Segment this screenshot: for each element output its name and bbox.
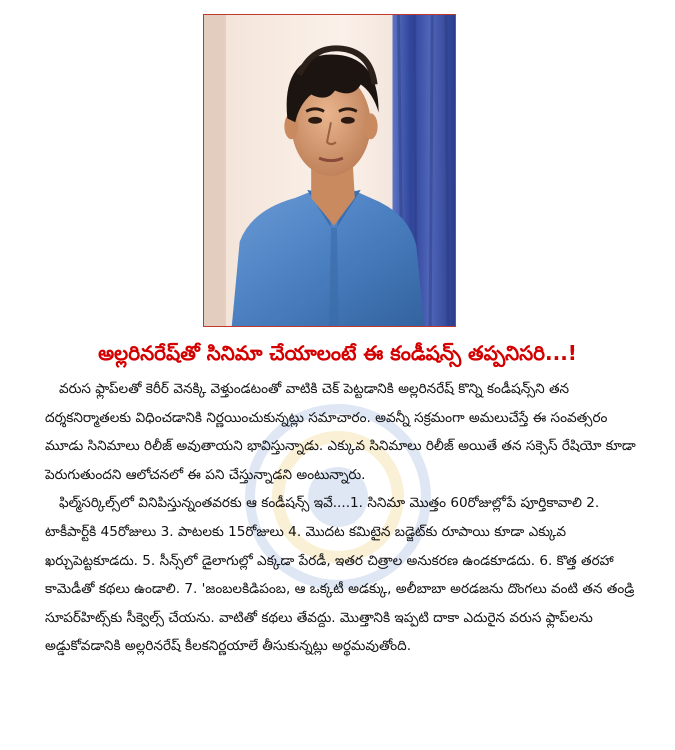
article-headline: అల్లరినరేష్‌తో సినిమా చేయాలంటే ఈ కండీషన్స్ తప్పనిసరి...! <box>98 341 577 365</box>
portrait-photo <box>203 14 456 327</box>
article-paragraph-2: ఫిల్మ్‌సర్కిల్స్‌లో వినిపిస్తున్నంతవరకు ఆ కండీషన్స్ ఇవే....1. సినిమా మొత్తం 60రోజుల్లోపే పూర్తికావాలి 2. టాకీపార్ట్‌కి 45రోజులు 3. పాటలకు 15రోజులు 4. మొదట కమిటైన బడ్జెట్‌కు రూపాయి కూడా ఎక్కువ ఖర్చుపెట్టకూడదు. 5. సీన్స్‌లో డైలాగుల్లో ఎక్కడా పేరడీ, ఇతర చిత్రాల అనుకరణ ఉండకూడదు. 6. కొత్త తరహా కామెడీతో కథలు ఉండాలి. 7. 'జంబలకిడిపంబ, ఆ ఒక్కటీ అడక్కు, అలీబాబా అరడజను దొంగలు వంటి తన తండ్రి సూపర్‌హిట్స్‌కు సీక్వెల్స్ చేయను. వాటితో కథలు తేవద్దు. మొత్తానికి ఇప్పటి దాకా ఎదురైన వరుస ఫ్లాప్‌లను అడ్డుకోవడానికి అల్లరినరేష్ కీలకనిర్ణయాలే తీసుకున్నట్లు అర్థమవుతోంది. <box>45 495 635 655</box>
article-body <box>45 375 643 661</box>
article-paragraph-1: వరుస ఫ్లాప్‌లతో కెరీర్ వెనక్కి వెళ్తుండటంతో వాటికి చెక్ పెట్టడానికి అల్లరినరేష్ కొన్ని కండీషన్స్‌ని తన దర్శకనిర్మాతలకు విధించడానికి నిర్ణయించుకున్నట్లు సమాచారం. అవన్నీ సక్రమంగా అమలుచేస్తే ఈ సంవత్సరం మూడు సినిమాలు రిలీజ్ అవుతాయని భావిస్తున్నాడు. ఎక్కువ సినిమాలు రిలీజ్ అయితే తన సక్సెస్ రేషియో కూడా పెరుగుతుందని ఆలోచనలో ఈ పని చేస్తున్నాడని అంటున్నారు. <box>45 381 636 483</box>
